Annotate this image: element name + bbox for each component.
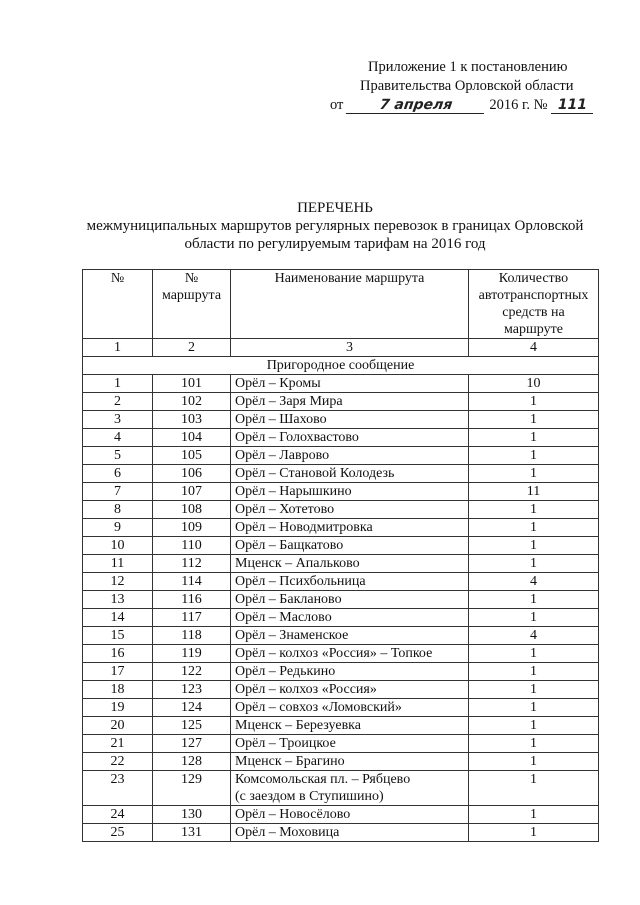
vehicle-count: 1 xyxy=(469,447,599,465)
route-number: 123 xyxy=(153,681,231,699)
route-name xyxy=(231,645,469,663)
route-name-line: Мценск – Апальково xyxy=(235,556,360,571)
route-name-line: Орёл – Психбольница xyxy=(235,574,366,589)
row-number: 18 xyxy=(83,681,153,699)
table-row xyxy=(83,627,599,645)
row-number: 13 xyxy=(83,591,153,609)
route-name-line: Орёл – Лаврово xyxy=(235,448,330,463)
route-name-line: Орёл – Знаменское xyxy=(235,628,349,643)
header-number: № xyxy=(83,270,153,339)
route-name xyxy=(231,483,469,501)
route-name xyxy=(231,519,469,537)
route-number: 116 xyxy=(153,591,231,609)
document-title xyxy=(70,199,600,253)
route-number: 122 xyxy=(153,663,231,681)
row-number: 17 xyxy=(83,663,153,681)
route-name-line: Орёл – Кромы xyxy=(235,376,321,391)
vehicle-count: 1 xyxy=(469,519,599,537)
vehicle-count: 1 xyxy=(469,717,599,735)
table-row xyxy=(83,806,599,824)
route-name xyxy=(231,627,469,645)
row-number: 21 xyxy=(83,735,153,753)
route-number: 102 xyxy=(153,393,231,411)
index-cell: 2 xyxy=(153,339,231,357)
table-row xyxy=(83,393,599,411)
row-number: 15 xyxy=(83,627,153,645)
vehicle-count: 1 xyxy=(469,501,599,519)
appendix-line-2: Правительства Орловской области xyxy=(360,78,574,94)
appendix-line-3 xyxy=(330,96,620,115)
route-name xyxy=(231,609,469,627)
vehicle-count: 1 xyxy=(469,806,599,824)
route-name-line: Орёл – Заря Мира xyxy=(235,394,343,409)
route-number: 104 xyxy=(153,429,231,447)
route-number: 128 xyxy=(153,753,231,771)
vehicle-count: 10 xyxy=(469,375,599,393)
route-name xyxy=(231,717,469,735)
table-header-row xyxy=(83,270,599,339)
row-number: 23 xyxy=(83,771,153,806)
route-name xyxy=(231,663,469,681)
table-row xyxy=(83,681,599,699)
route-name xyxy=(231,806,469,824)
table-row xyxy=(83,555,599,573)
route-name xyxy=(231,699,469,717)
table-row xyxy=(83,429,599,447)
row-number: 11 xyxy=(83,555,153,573)
route-name-line: Мценск – Березуевка xyxy=(235,718,361,733)
route-number: 109 xyxy=(153,519,231,537)
table-row xyxy=(83,753,599,771)
route-number: 101 xyxy=(153,375,231,393)
vehicle-count: 1 xyxy=(469,591,599,609)
vehicle-count: 1 xyxy=(469,699,599,717)
route-number: 112 xyxy=(153,555,231,573)
row-number: 24 xyxy=(83,806,153,824)
from-label: от xyxy=(330,97,344,113)
row-number: 4 xyxy=(83,429,153,447)
route-number: 110 xyxy=(153,537,231,555)
route-name xyxy=(231,375,469,393)
row-number: 20 xyxy=(83,717,153,735)
route-name-line: Орёл – совхоз «Ломовский» xyxy=(235,700,402,715)
route-name-line: Орёл – Голохвастово xyxy=(235,430,359,445)
vehicle-count: 1 xyxy=(469,429,599,447)
year-label: 2016 г. № xyxy=(489,97,548,113)
vehicle-count: 1 xyxy=(469,465,599,483)
vehicle-count: 1 xyxy=(469,681,599,699)
header-vehicle-count: Количество автотранспортных средств на маршруте xyxy=(469,270,599,339)
route-name xyxy=(231,393,469,411)
section-title: Пригородное сообщение xyxy=(83,357,599,375)
header-route-number: № маршрута xyxy=(153,270,231,339)
route-name-line: Орёл – Становой Колодезь xyxy=(235,466,395,481)
route-number: 107 xyxy=(153,483,231,501)
title-line-2: области по регулируемым тарифам на 2016 год xyxy=(184,236,486,252)
vehicle-count: 1 xyxy=(469,824,599,842)
route-name-line: Орёл – Новосёлово xyxy=(235,807,351,822)
row-number: 3 xyxy=(83,411,153,429)
table-row xyxy=(83,824,599,842)
route-name xyxy=(231,411,469,429)
appendix-line-1: Приложение 1 к постановлению xyxy=(368,59,568,75)
route-number: 103 xyxy=(153,411,231,429)
table-row xyxy=(83,501,599,519)
row-number: 1 xyxy=(83,375,153,393)
route-number: 131 xyxy=(153,824,231,842)
table-row xyxy=(83,519,599,537)
route-number: 125 xyxy=(153,717,231,735)
route-name xyxy=(231,591,469,609)
vehicle-count: 4 xyxy=(469,627,599,645)
vehicle-count: 1 xyxy=(469,645,599,663)
route-name xyxy=(231,573,469,591)
route-number: 117 xyxy=(153,609,231,627)
table-row xyxy=(83,663,599,681)
vehicle-count: 1 xyxy=(469,555,599,573)
row-number: 22 xyxy=(83,753,153,771)
route-name xyxy=(231,681,469,699)
route-name-line: Орёл – Моховица xyxy=(235,825,340,840)
table-row xyxy=(83,699,599,717)
table-row xyxy=(83,735,599,753)
vehicle-count: 1 xyxy=(469,735,599,753)
route-name xyxy=(231,735,469,753)
route-number: 129 xyxy=(153,771,231,806)
table-row xyxy=(83,591,599,609)
vehicle-count: 1 xyxy=(469,771,599,806)
route-number: 108 xyxy=(153,501,231,519)
route-number: 105 xyxy=(153,447,231,465)
route-name xyxy=(231,771,469,806)
route-name xyxy=(231,537,469,555)
route-name-line: Орёл – Новодмитровка xyxy=(235,520,373,535)
route-name-line: Орёл – колхоз «Россия» – Топкое xyxy=(235,646,433,661)
route-name xyxy=(231,429,469,447)
title-line-1: межмуниципальных маршрутов регулярных перевозок в границах Орловской xyxy=(86,218,584,234)
vehicle-count: 4 xyxy=(469,573,599,591)
row-number: 7 xyxy=(83,483,153,501)
row-number: 6 xyxy=(83,465,153,483)
route-name xyxy=(231,824,469,842)
section-row xyxy=(83,357,599,375)
vehicle-count: 1 xyxy=(469,537,599,555)
route-number: 114 xyxy=(153,573,231,591)
appendix-block xyxy=(330,58,620,115)
table-row xyxy=(83,645,599,663)
route-name-line: Комсомольская пл. – Рябцево xyxy=(235,772,411,787)
vehicle-count: 1 xyxy=(469,663,599,681)
route-name-line: Орёл – Хотетово xyxy=(235,502,335,517)
table-body xyxy=(83,375,599,842)
table-row xyxy=(83,609,599,627)
route-name xyxy=(231,753,469,771)
route-name xyxy=(231,447,469,465)
route-number: 124 xyxy=(153,699,231,717)
row-number: 5 xyxy=(83,447,153,465)
route-name xyxy=(231,555,469,573)
route-number: 119 xyxy=(153,645,231,663)
route-name-line: Орёл – Бакланово xyxy=(235,592,342,607)
vehicle-count: 1 xyxy=(469,393,599,411)
header-route-name: Наименование маршрута xyxy=(231,270,469,339)
handwritten-date: 7 апреля xyxy=(346,97,486,114)
route-name xyxy=(231,465,469,483)
route-number: 130 xyxy=(153,806,231,824)
title-heading: ПЕРЕЧЕНЬ xyxy=(297,200,373,216)
route-name xyxy=(231,501,469,519)
row-number: 8 xyxy=(83,501,153,519)
index-cell: 4 xyxy=(469,339,599,357)
route-name-line: Орёл – колхоз «Россия» xyxy=(235,682,377,697)
handwritten-number: 111 xyxy=(551,97,593,114)
routes-table xyxy=(82,269,599,842)
table-row xyxy=(83,483,599,501)
route-name-line-2: (с заездом в Ступишино) xyxy=(235,789,384,804)
row-number: 19 xyxy=(83,699,153,717)
index-cell: 3 xyxy=(231,339,469,357)
table-index-row xyxy=(83,339,599,357)
route-name-line: Орёл – Маслово xyxy=(235,610,332,625)
row-number: 16 xyxy=(83,645,153,663)
row-number: 12 xyxy=(83,573,153,591)
table-row xyxy=(83,573,599,591)
table-row xyxy=(83,411,599,429)
table-row xyxy=(83,465,599,483)
table-row xyxy=(83,447,599,465)
table-row xyxy=(83,537,599,555)
row-number: 9 xyxy=(83,519,153,537)
index-cell: 1 xyxy=(83,339,153,357)
row-number: 14 xyxy=(83,609,153,627)
row-number: 2 xyxy=(83,393,153,411)
row-number: 10 xyxy=(83,537,153,555)
route-name-line: Орёл – Нарышкино xyxy=(235,484,352,499)
vehicle-count: 11 xyxy=(469,483,599,501)
vehicle-count: 1 xyxy=(469,411,599,429)
route-name-line: Мценск – Брагино xyxy=(235,754,345,769)
route-number: 106 xyxy=(153,465,231,483)
row-number: 25 xyxy=(83,824,153,842)
table-row xyxy=(83,717,599,735)
vehicle-count: 1 xyxy=(469,753,599,771)
route-number: 127 xyxy=(153,735,231,753)
route-number: 118 xyxy=(153,627,231,645)
route-name-line: Орёл – Редькино xyxy=(235,664,336,679)
table-row xyxy=(83,375,599,393)
route-name-line: Орёл – Шахово xyxy=(235,412,327,427)
vehicle-count: 1 xyxy=(469,609,599,627)
route-name-line: Орёл – Бащкатово xyxy=(235,538,344,553)
table-row xyxy=(83,771,599,806)
route-name-line: Орёл – Троицкое xyxy=(235,736,336,751)
